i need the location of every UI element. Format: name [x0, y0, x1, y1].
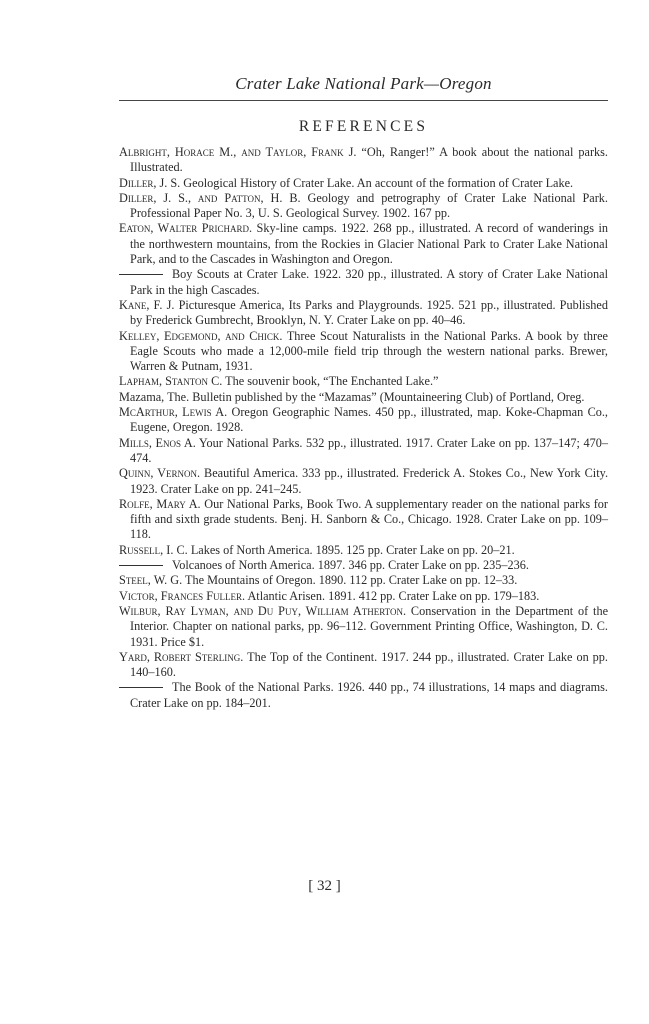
- reference-entry: [119, 405, 608, 436]
- ditto-dash: [119, 687, 163, 688]
- reference-text: The Top of the Continent. 1917. 244 pp., illustrated. Crater Lake on pp. 140–160.: [130, 649, 608, 680]
- section-title: REFERENCES: [298, 118, 429, 135]
- reference-entry: [119, 436, 608, 467]
- reference-text: The Book of the National Parks. 1926. 440 pp., 74 illustrations, 14 maps and diagrams. Crater Lake on pp. 184–201.: [130, 680, 608, 710]
- reference-text: Sky-line camps. 1922. 268 pp., illustrated. A record of wanderings in the northwestern mountains, from the Rockies in Glacier National Park to Crater Lake National Park, and to the Cascades in Washington and Oregon.: [130, 221, 608, 267]
- reference-entry: [119, 176, 608, 191]
- reference-author: Quinn, Vernon.: [119, 466, 201, 481]
- reference-author: Wilbur, Ray Lyman, and Du Puy, William Atherton.: [119, 603, 407, 618]
- reference-list: [119, 145, 608, 711]
- reference-author: Victor, Frances Fuller.: [119, 588, 246, 603]
- reference-entry: [119, 589, 608, 604]
- reference-entry: [119, 558, 608, 573]
- reference-text: “Oh, Ranger!” A book about the national parks. Illustrated.: [130, 145, 608, 175]
- reference-author: Steel, W. G.: [119, 573, 183, 588]
- reference-author: Kane, F. J.: [119, 297, 175, 312]
- reference-text: Atlantic Arisen. 1891. 412 pp. Crater Lake on pp. 179–183.: [245, 588, 540, 603]
- reference-author: Mills, Enos A.: [119, 435, 196, 450]
- reference-entry: [119, 650, 608, 681]
- reference-text: The souvenir book, “The Enchanted Lake.”: [222, 374, 439, 389]
- reference-entry: [119, 604, 608, 650]
- reference-author: Diller, J. S., and Patton, H. B.: [119, 190, 301, 205]
- reference-author: Diller, J. S.: [119, 175, 181, 190]
- reference-text: Three Scout Naturalists in the National Parks. A book by three Eagle Scouts who made a 12,000-mile field trip through the western national parks. Brewer, Warren & Putnam, 1931.: [130, 328, 608, 374]
- reference-text: Our National Parks, Book Two. A supplementary reader on the national parks for fifth and sixth grade students. Benj. H. Sanborn & Co., Chicago. 1928. Crater Lake on pp. 109–118.: [130, 496, 608, 542]
- reference-text: Conservation in the Department of the Interior. Chapter on national parks, pp. 96–112. Government Printing Office, Washington, D. C. 1931. Price $1.: [130, 603, 609, 649]
- reference-entry: [119, 145, 608, 176]
- reference-text: Picturesque America, Its Parks and Playgrounds. 1925. 521 pp., illustrated. Published by Frederick Gumbrecht, Brooklyn, N. Y. Crater Lake on pp. 40–46.: [130, 297, 608, 328]
- reference-entry: [119, 374, 608, 389]
- reference-author: Rolfe, Mary A.: [119, 496, 201, 511]
- reference-author: Albright, Horace M., and Taylor, Frank J.: [119, 145, 357, 159]
- reference-author: Lapham, Stanton C.: [119, 374, 223, 389]
- reference-entry: [119, 191, 608, 222]
- reference-entry: [119, 329, 608, 375]
- reference-entry: [119, 267, 608, 298]
- reference-entry: [119, 543, 608, 558]
- reference-text: The Mountains of Oregon. 1890. 112 pp. Crater Lake on pp. 12–33.: [182, 573, 518, 588]
- reference-entry: [119, 390, 608, 405]
- reference-author: Russell, I. C.: [119, 542, 188, 557]
- reference-entry: [119, 680, 608, 711]
- reference-text: Volcanoes of North America. 1897. 346 pp. Crater Lake on pp. 235–236.: [172, 558, 529, 573]
- reference-entry: [119, 497, 608, 543]
- reference-text: Lakes of North America. 1895. 125 pp. Crater Lake on pp. 20–21.: [187, 542, 515, 557]
- reference-entry: [119, 221, 608, 267]
- ditto-dash: [119, 274, 163, 275]
- reference-author: Eaton, Walter Prichard.: [119, 221, 253, 236]
- reference-text: Your National Parks. 532 pp., illustrated. 1917. Crater Lake on pp. 137–147; 470–474.: [130, 435, 608, 465]
- reference-entry: [119, 466, 608, 497]
- header-rule: [119, 100, 608, 101]
- reference-text: Boy Scouts at Crater Lake. 1922. 320 pp., illustrated. A story of Crater Lake National Park in the high Cascades.: [130, 267, 608, 297]
- reference-text: Oregon Geographic Names. 450 pp., illustrated, map. Koke-Chapman Co., Eugene, Oregon. 1928.: [130, 405, 608, 435]
- reference-text: Beautiful America. 333 pp., illustrated. Frederick A. Stokes Co., New York City. 1923. Crater Lake on pp. 241–245.: [130, 466, 609, 496]
- page-number: [ 32 ]: [308, 878, 341, 894]
- reference-entry: [119, 298, 608, 329]
- reference-author: McArthur, Lewis A.: [119, 405, 228, 420]
- reference-entry: [119, 573, 608, 588]
- reference-text: Geological History of Crater Lake. An account of the formation of Crater Lake.: [180, 175, 574, 190]
- running-head: Crater Lake National Park—Oregon: [235, 74, 492, 93]
- reference-text: Geology and petrography of Crater Lake National Park. Professional Paper No. 3, U. S. Geological Survey. 1902. 167 pp.: [130, 190, 608, 221]
- reference-author: Kelley, Edgemond, and Chick.: [119, 328, 283, 343]
- ditto-dash: [119, 565, 163, 566]
- reference-text: Mazama, The. Bulletin published by the “Mazamas” (Mountaineering Club) of Portland, Oreg.: [119, 389, 585, 404]
- reference-author: Yard, Robert Sterling.: [119, 649, 244, 664]
